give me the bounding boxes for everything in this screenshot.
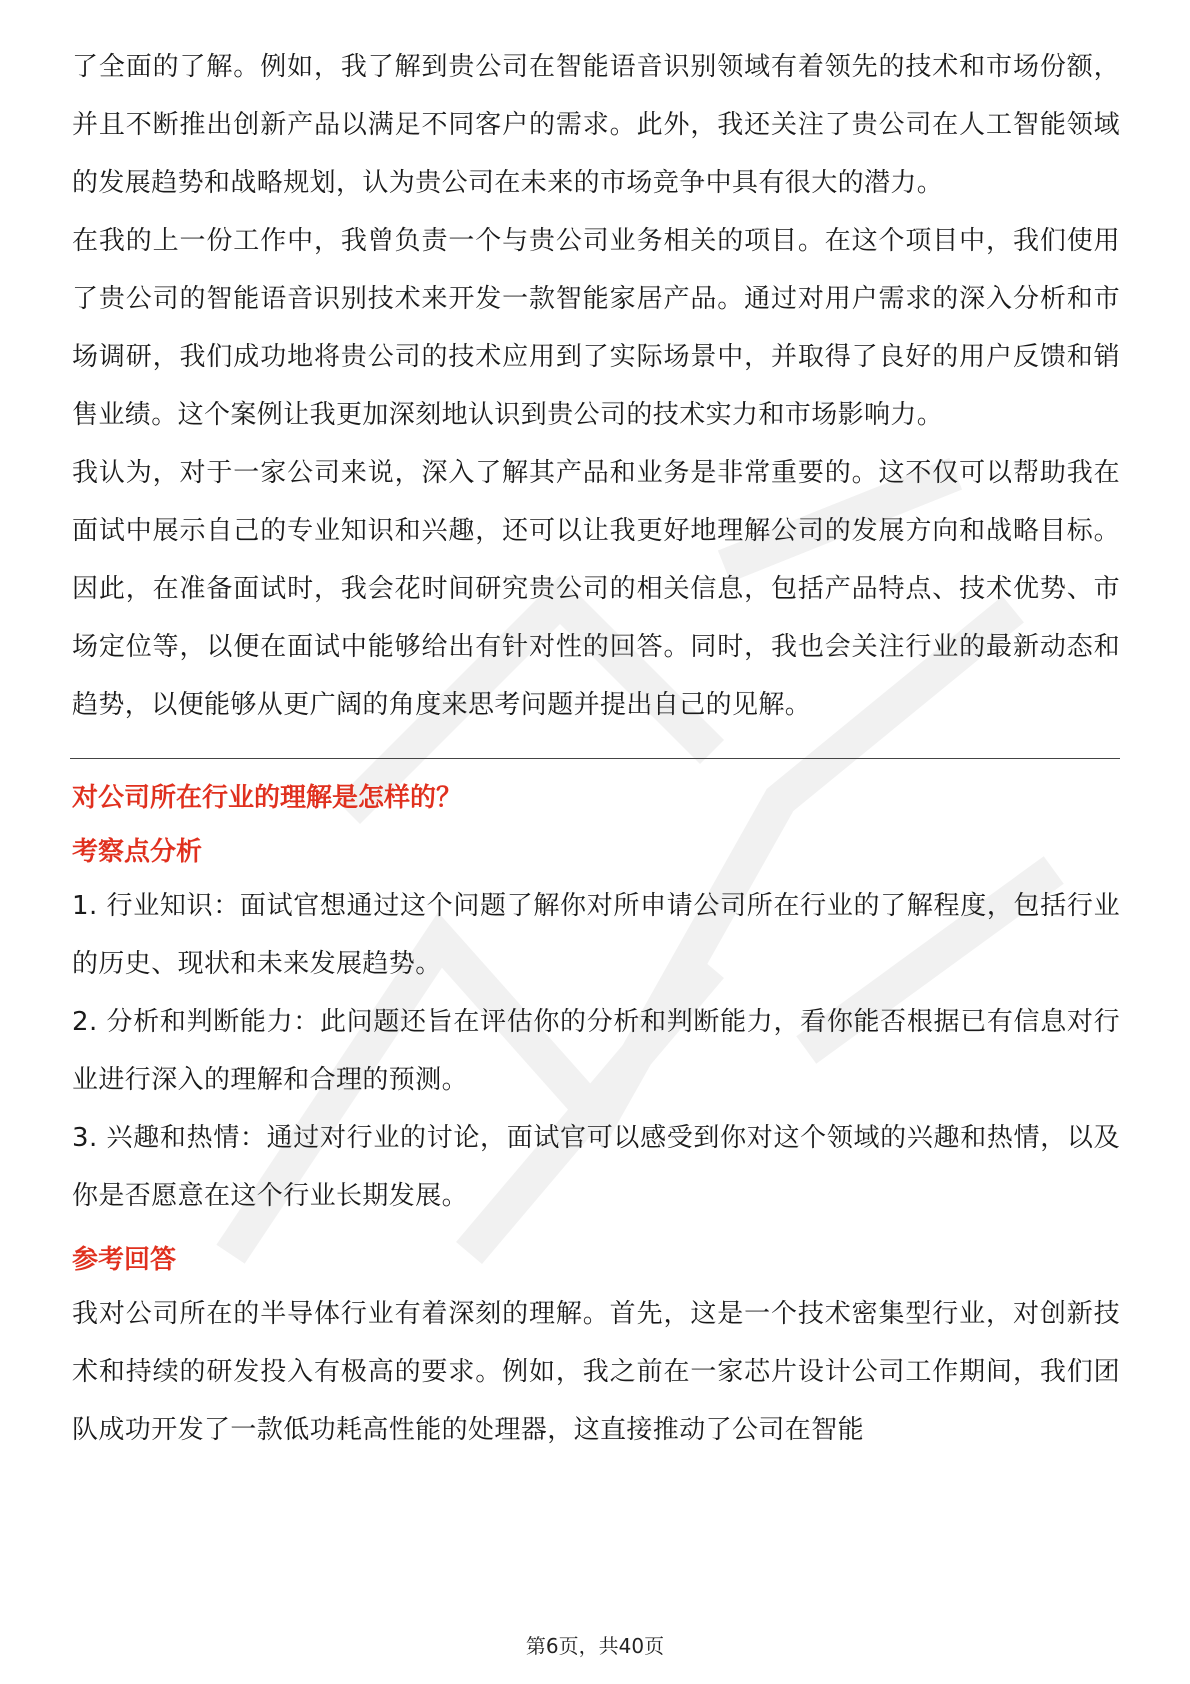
- page-footer: 第6页，共40页: [525, 1634, 665, 1658]
- answer-heading: 参考回答: [72, 1245, 177, 1275]
- answer-paragraph: 我对公司所在的半导体行业有着深刻的理解。首先，这是一个技术密集型行业，对创新技术和持续的研发投入有极高的要求。例如，我之前在一家芯片设计公司工作期间，我们团队成功开发了一款低功耗高性能的处理器，这直接推动了公司在智能: [72, 1299, 1120, 1445]
- question-title: 对公司所在行业的理解是怎样的？: [72, 783, 463, 813]
- analysis-point-3: 3. 兴趣和热情：通过对行业的讨论，面试官可以感受到你对这个领域的兴趣和热情，以及你是否愿意在这个行业长期发展。: [72, 1123, 1120, 1211]
- analysis-point-2: 2. 分析和判断能力：此问题还旨在评估你的分析和判断能力，看你能否根据已有信息对行业进行深入的理解和合理的预测。: [72, 1007, 1120, 1095]
- analysis-heading: 考察点分析: [72, 837, 203, 867]
- intro-paragraph-3: 我认为，对于一家公司来说，深入了解其产品和业务是非常重要的。这不仅可以帮助我在面试中展示自己的专业知识和兴趣，还可以让我更好地理解公司的发展方向和战略目标。因此，在准备面试时，我会花时间研究贵公司的相关信息，包括产品特点、技术优势、市场定位等，以便在面试中能够给出有针对性的回答。同时，我也会关注行业的最新动态和趋势，以便能够从更广阔的角度来思考问题并提出自己的见解。: [72, 458, 1120, 720]
- analysis-point-1: 1. 行业知识：面试官想通过这个问题了解你对所申请公司所在行业的了解程度，包括行业的历史、现状和未来发展趋势。: [72, 891, 1120, 979]
- intro-paragraph-1: 了全面的了解。例如，我了解到贵公司在智能语音识别领域有着领先的技术和市场份额，并且不断推出创新产品以满足不同客户的需求。此外，我还关注了贵公司在人工智能领域的发展趋势和战略规划，认为贵公司在未来的市场竞争中具有很大的潜力。: [72, 52, 1120, 198]
- intro-paragraph-2: 在我的上一份工作中，我曾负责一个与贵公司业务相关的项目。在这个项目中，我们使用了贵公司的智能语音识别技术来开发一款智能家居产品。通过对用户需求的深入分析和市场调研，我们成功地将贵公司的技术应用到了实际场景中，并取得了良好的用户反馈和销售业绩。这个案例让我更加深刻地认识到贵公司的技术实力和市场影响力。: [72, 226, 1120, 430]
- section-divider: [70, 758, 1120, 759]
- document-page: [72, 38, 1120, 1459]
